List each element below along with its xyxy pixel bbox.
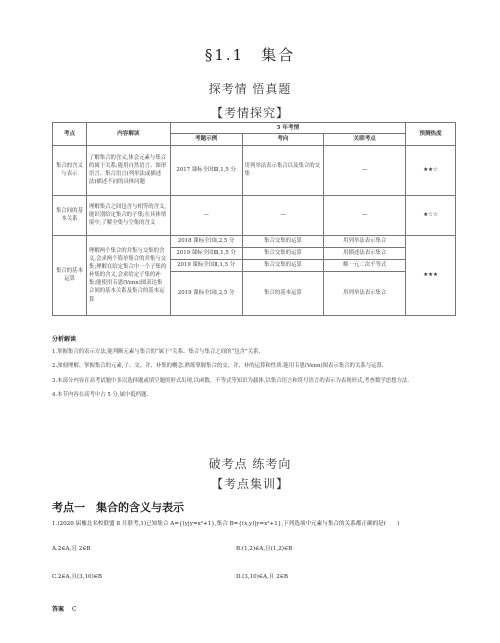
option-a: A.2∈A,且 2∈B [52,546,91,552]
row1-content: 了解集合的含义,体会元素与集合的属于关系;能用自然语言、图形语言、集合语言(列举法或描述法)描述不同的具体问题 [86,145,170,195]
row3d-direction: 集合的基本运算 [242,271,324,315]
row1-heat: ★★☆ [406,145,456,195]
row3-kaodian: 集合的基本运算 [53,235,87,315]
row1-direction: 用列举法表示集合以及集合的交集 [242,145,324,195]
header-forecast: 预测热度 [406,123,456,146]
row3b-related: 用描述法表示集合 [324,247,406,259]
option-c: C.2∈A,且(3,10)∈B [52,574,103,580]
exam-trend-table [52,122,456,316]
kaodian-1-title: 考点一 集合的含义与表示 [52,501,184,514]
row2-example: — [170,195,242,235]
row3-heat: ★★★ [406,235,456,315]
row1-example: 2017 课标全国Ⅲ,1,5 分 [170,145,242,195]
row2-related: — [324,195,406,235]
row3c-example: 2019 课标全国Ⅱ,1,5 分 [170,259,242,271]
option-b: B.(1,2)∈A,且(1,2)∈B [236,546,293,552]
row1-kaodian: 集合的含义与表示 [53,145,87,195]
practice-section-banner: 【考点集训】 [210,477,289,491]
analysis-body [52,348,452,406]
analysis-item-2: 2.深刻理解、掌握集合的元素,子、交、并、补集的概念.熟练掌握集合的交、并、补的运算和性质.能用韦恩(Venn)图表示集合的关系与运算. [52,363,384,370]
header-direction: 考向 [242,134,324,145]
row3c-direction: 集合交集的运算 [242,259,324,271]
row3b-direction: 集合交集的运算 [242,247,324,259]
exam-trend-banner: 【考情探究】 [210,106,289,120]
row1-related: — [324,145,406,195]
header-related: 关联考点 [324,134,406,145]
analysis-item-4: 4.本节内容在高考中占 5 分,属中低档题. [52,392,149,399]
row3a-direction: 集合交集的运算 [242,235,324,247]
row2-direction: — [242,195,324,235]
section-subtitle: 探考情 悟真题 [208,82,292,96]
analysis-title: 分析解读 [52,336,77,343]
row3d-example: 2019 课标全国Ⅰ,2,5 分 [170,271,242,315]
row2-kaodian: 集合间的基本关系 [53,195,87,235]
row3-content: 理解两个集合的并集与交集的含义,会求两个简单集合的并集与交集;理解在给定集合中一个子集的补集的含义,会求给定子集的补集;能使用韦恩(Venn)图表达集合间的基本关系及集合的基本运算 [86,235,170,315]
header-kaodian: 考点 [53,123,87,146]
analysis-item-3: 3.本部分内容在高考试题中多以选择题或填空题的形式出现,以函数、不等式等知识为载体,以集合语言和符号语言的表示为表现形式,考查数学思想方法. [52,377,409,384]
row3b-example: 2019 课标全国Ⅲ,1,5 分 [170,247,242,259]
row3a-related: 用列举法表示集合 [324,235,406,247]
answer-line [52,604,77,613]
answer-value: C [72,606,77,613]
row3c-related: 解一元二次不等式 [324,259,406,271]
row3d-related: 用列举法表示集合 [324,271,406,315]
question-1-stem: 1.(2020 届豫北名校联盟 8 月联考,1)已知集合 A={(y|y=x²+1},集合 B={(x,y)|y=x²+1},下列选项中元素与集合的关系都正确的是( ) [52,521,400,527]
header-five-year: 5 年考情 [170,123,405,134]
practice-section-title: 破考点 练考向 [208,457,292,471]
analysis-item-1: 1.掌握集合的表示方法,能判断元素与集合的“属于”关系、集合与集合之间的“包含”关系. [52,349,261,355]
header-example: 考题示例 [170,134,242,145]
header-content: 内容解读 [86,123,170,146]
row3a-example: 2018 课标全国Ⅰ,2,5 分 [170,235,242,247]
row2-heat: ★☆☆ [406,195,456,235]
option-d: D.(3,10)∈A,且 2∈B [236,574,289,580]
answer-label: 答案 [52,606,65,613]
row2-content: 理解集合之间包含与相等的含义,能识别给定集合的子集;在具体情境中,了解全集与空集的含义 [86,195,170,235]
section-title: §1.1 集合 [204,46,296,64]
